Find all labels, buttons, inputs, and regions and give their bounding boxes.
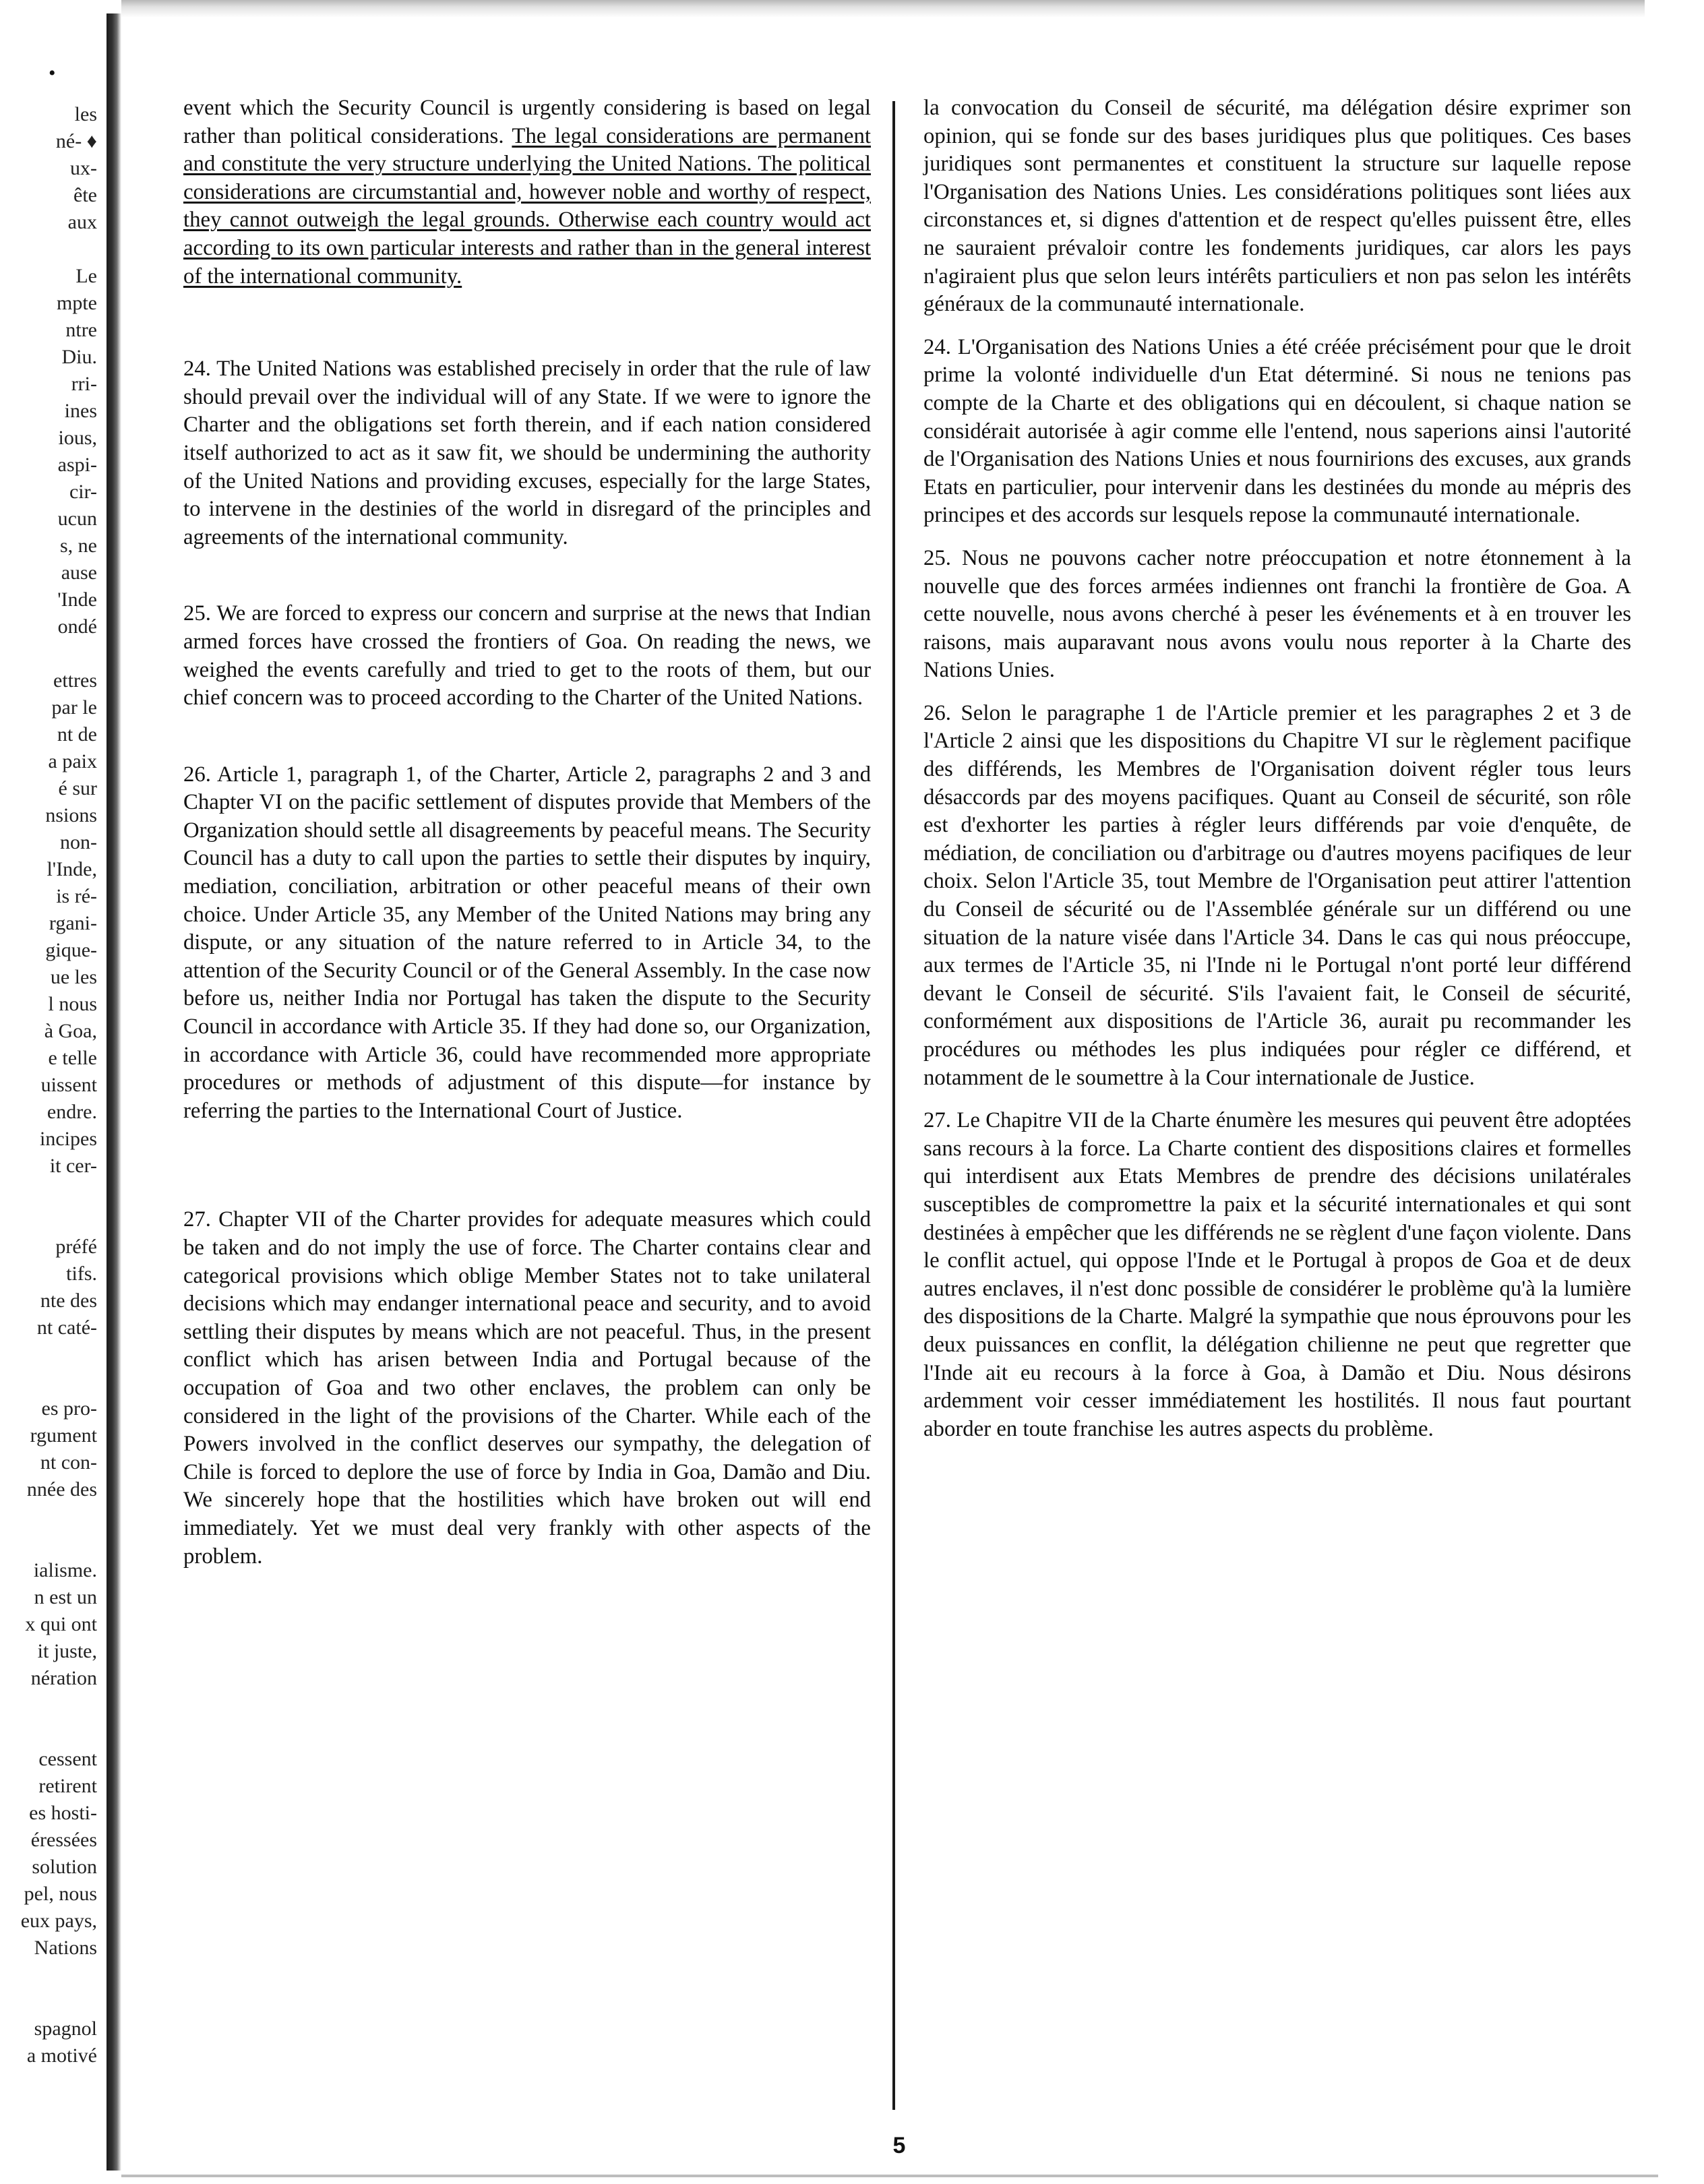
margin-gap bbox=[0, 1692, 101, 1719]
french-intro-paragraph: la convocation du Conseil de sécurité, ma délégation désire exprimer son opinion, qui se fonde sur des bases juridiques plus que politiques. Ces bases juridiques sont permanentes et constituent la structure sur laquelle repose l'Organisation des Nations Unies. Les considérations politiques sont liées aux circonstances et, si dignes d'attention et de respect qu'elles puissent être, elles ne sauraient prévaloir contre les fondements juridiques, car alors les pays n'agiraient plus que selon leurs intérêts particuliers et non pas selon les intérêts généraux de la communauté internationale. bbox=[923, 96, 1631, 317]
margin-fragment: mpte bbox=[57, 292, 97, 314]
margin-fragment: nt con- bbox=[40, 1451, 97, 1474]
margin-gap bbox=[0, 1207, 101, 1234]
margin-gap bbox=[0, 1719, 101, 1746]
margin-fragment: aux bbox=[67, 211, 97, 233]
margin-fragment: l nous bbox=[48, 993, 97, 1015]
margin-fragment: Nations bbox=[34, 1937, 97, 1959]
english-paragraph-25: 25. We are forced to express our concern and surprise at the news that Indian armed forces have crossed the frontiers of Goa. On reading the news, we weighed the events carefully and tried to get to the roots of them, but our chief concern was to proceed according to the Charter of the United Nations. bbox=[183, 601, 871, 710]
margin-fragment: préfé bbox=[55, 1236, 97, 1258]
english-intro-underlined-text: The legal considerations are permanent and constitute the very structure underlying the United Nations. The political considerations are circumstantial and, however noble and worthy of respect, they cannot outweigh the legal grounds. Otherwise each country would act according to its own particular interests and rather than in the general interest of the international community. bbox=[183, 123, 871, 289]
margin-fragment: rri- bbox=[71, 373, 97, 395]
margin-fragment: aspi- bbox=[57, 454, 97, 476]
margin-fragment: les bbox=[74, 103, 97, 125]
margin-fragment: nte des bbox=[40, 1290, 97, 1312]
margin-fragment: nsions bbox=[45, 804, 97, 826]
margin-fragment: nération bbox=[30, 1667, 97, 1689]
margin-fragment: 'Inde bbox=[57, 588, 97, 611]
margin-fragment: nt de bbox=[57, 723, 97, 746]
margin-fragment: Le bbox=[75, 265, 97, 287]
margin-fragment: es hosti- bbox=[29, 1802, 97, 1824]
margin-fragment: a paix bbox=[48, 750, 97, 772]
margin-fragment: ettres bbox=[53, 669, 97, 692]
french-paragraph-27: 27. Le Chapitre VII de la Charte énumère les mesures qui peuvent être adoptées sans recours à la force. La Charte contient des dispositions claires et formelles qui interdisent aux Etats Membres de prendre des décisions unilatérales susceptibles de compromettre la paix et la sécurité internationales et qui sont destinées à empêcher que les différends ne se règlent d'une façon violente. Dans le conflit actuel, qui oppose l'Inde et le Portugal à propos de Goa et de deux autres enclaves, il n'est donc possible de considérer le problème qu'à la lumière des dispositions de la Charte. Malgré la sympathie que nous éprouvons pour les deux puissances en conflit, la délégation chilienne ne peut que regretter que l'Inde ait eu recours à la force à Goa, à Damão et Diu. Nous désirons ardemment voir cesser immédiatement les hostilités. Il nous faut pourtant aborder en toute franchise les autres aspects du problème. bbox=[923, 1108, 1631, 1441]
margin-fragment: né- ♦ bbox=[55, 130, 97, 152]
margin-fragment: s, ne bbox=[60, 535, 97, 557]
margin-fragment: spagnol bbox=[34, 2018, 97, 2040]
margin-gap bbox=[0, 1962, 101, 1989]
margin-gap bbox=[0, 236, 101, 263]
margin-fragment: ious, bbox=[58, 427, 97, 449]
margin-fragment: it juste, bbox=[37, 1640, 97, 1662]
english-intro-text: event which the Security Council is urgently considering is based on legal rather than political considerations. bbox=[183, 96, 871, 148]
margin-fragment: is ré- bbox=[56, 885, 97, 907]
book-binding-shadow bbox=[106, 13, 121, 2171]
margin-fragment: e telle bbox=[48, 1047, 97, 1069]
margin-fragment: x qui ont bbox=[25, 1613, 97, 1635]
margin-fragment: par le bbox=[51, 696, 97, 719]
margin-fragment: Diu. bbox=[61, 346, 97, 368]
margin-gap bbox=[0, 1530, 101, 1557]
english-paragraph-27: 27. Chapter VII of the Charter provides for adequate measures which could be taken and do not imply the use of force. The Charter contains clear and categorical provisions which oblige Member States not to take unilateral decisions which may endanger international peace and security, and to avoid settling their disputes by means which are not peaceful. Thus, in the present conflict which has arisen between India and Portugal because of the occupation of Goa and two other enclaves, the problem can only be considered in the light of the provisions of the Charter. While each of the Powers involved in the conflict deserves our sympathy, the delegation of Chile is forced to deplore the use of force by India in Goa, Damão and Diu. We sincerely hope that the hostilities which have broken out will end immediately. Yet we must deal very frankly with other aspects of the problem. bbox=[183, 1207, 871, 1569]
margin-fragment: ucun bbox=[57, 508, 97, 530]
margin-fragment: incipes bbox=[40, 1128, 97, 1150]
margin-fragment: retirent bbox=[38, 1775, 97, 1797]
margin-fragment: nt caté- bbox=[36, 1316, 97, 1339]
margin-bullet-mark: • bbox=[49, 62, 56, 84]
margin-fragment: ines bbox=[64, 400, 97, 422]
margin-fragment: gique- bbox=[45, 939, 97, 961]
margin-fragment: ause bbox=[61, 562, 97, 584]
previous-page-margin-fragments bbox=[0, 101, 101, 2123]
margin-fragment: cessent bbox=[38, 1748, 97, 1770]
scan-edge-bottom bbox=[121, 2175, 1658, 2177]
margin-fragment: non- bbox=[60, 831, 97, 853]
margin-gap bbox=[0, 1341, 101, 1368]
margin-fragment: nnée des bbox=[26, 1478, 97, 1500]
margin-gap bbox=[0, 1989, 101, 2015]
margin-fragment: ux- bbox=[70, 157, 97, 179]
margin-fragment: ialisme. bbox=[33, 1559, 97, 1581]
margin-fragment: it cer- bbox=[49, 1155, 97, 1177]
french-paragraph-25: 25. Nous ne pouvons cacher notre préoccupation et notre étonnement à la nouvelle que des forces armées indiennes ont franchi la frontière de Goa. A cette nouvelle, nous avons cherché à peser les événements et à en trouver les raisons, mais auparavant nous avons voulu nous reporter à la Charte des Nations Unies. bbox=[923, 545, 1631, 683]
margin-fragment: ondé bbox=[57, 615, 97, 638]
english-paragraph-24: 24. The United Nations was established precisely in order that the rule of law should prevail over the individual will of any State. If we were to ignore the Charter and the obligations set forth therein, and if each nation considered itself authorized to act as it saw fit, we should be undermining the authority of the United Nations and providing excuses, especially for the large States, to intervene in the destinies of the world in disregard of the principles and agreements of the international community. bbox=[183, 357, 871, 549]
column-divider-rule bbox=[892, 101, 895, 2110]
margin-fragment: à Goa, bbox=[44, 1020, 97, 1042]
margin-fragment: solution bbox=[32, 1856, 97, 1878]
french-paragraph-24: 24. L'Organisation des Nations Unies a été créée précisément pour que le droit prime la volonté individuelle d'un Etat déterminé. Si nous ne tenions pas compte de la Charte et des obligations qui en découlent, si chaque nation se considérait autorisée à agir comme elle l'entend, nous saperions ainsi l'autorité de l'Organisation des Nations Unies et nous fournirions des excuses, aux grands Etats en particulier, pour intervenir dans les destinées du monde au mépris des principes et des accords sur lesquels repose la communauté internationale. bbox=[923, 334, 1631, 528]
english-intro-paragraph bbox=[183, 94, 871, 291]
margin-gap bbox=[0, 1180, 101, 1207]
margin-fragment: uissent bbox=[40, 1074, 97, 1096]
margin-fragment: endre. bbox=[47, 1101, 97, 1123]
margin-fragment: a motivé bbox=[26, 2044, 97, 2067]
margin-fragment: éressées bbox=[30, 1829, 97, 1851]
margin-fragment: rgani- bbox=[49, 912, 97, 934]
margin-fragment: eux pays, bbox=[20, 1910, 97, 1932]
scan-edge-top bbox=[121, 0, 1645, 18]
margin-fragment: pel, nous bbox=[24, 1883, 97, 1905]
margin-gap bbox=[0, 1503, 101, 1530]
margin-fragment: es pro- bbox=[41, 1397, 97, 1420]
french-paragraph-26: 26. Selon le paragraphe 1 de l'Article premier et les paragraphes 2 et 3 de l'Article 2 ainsi que les dispositions du Chapitre VI sur le règlement pacifique des différends, les Membres de l'Organisation doivent régler tous leurs désaccords par des moyens pacifiques. Quant au Conseil de sécurité, son rôle est d'exhorter les parties à régler leurs différends par voie d'enquête, de médiation, de conciliation ou d'arbitrage ou d'autres moyens pacifiques de leur choix. Selon l'Article 35, tout Membre de l'Organisation peut attirer l'attention du Conseil de sécurité ou de l'Assemblée générale sur un différend ou une situation de la nature visée dans l'Article 34. Dans le cas qui nous préoccupe, aux termes de l'Article 35, ni l'Inde ni le Portugal n'ont porté leur différend devant le Conseil de sécurité. S'ils l'avaient fait, le Conseil de sécurité, conformément aux dispositions de l'Article 36, aurait pu recommander les procédures ou méthodes les plus indiquées pour régler ce différend, et notamment de le soumettre à la Cour internationale de Justice. bbox=[923, 700, 1631, 1090]
margin-fragment: é sur bbox=[58, 777, 97, 799]
english-paragraph-26: 26. Article 1, paragraph 1, of the Charter, Article 2, paragraphs 2 and 3 and Chapter VI on the pacific settlement of disputes provide that Members of the Organization should settle all disagreements by peaceful means. The Security Council has a duty to call upon the parties to settle their disputes by inquiry, mediation, conciliation, arbitration or other peaceful means of their own choice. Under Article 35, any Member of the United Nations may bring any dispute, or any situation of the nature referred to in Article 34, to the attention of the Security Council or of the General Assembly. In the case now before us, neither India nor Portugal has taken the dispute to the Security Council in accordance with Article 35. If they had done so, our Organization, in accordance with Article 36, could have recommended more appropriate procedures or methods of adjustment of this dispute—for instance by referring the parties to the International Court of Justice. bbox=[183, 762, 871, 1123]
english-column bbox=[183, 94, 871, 1571]
margin-gap bbox=[0, 1368, 101, 1395]
margin-fragment: tifs. bbox=[66, 1263, 97, 1285]
page-number: 5 bbox=[892, 2133, 906, 2158]
french-column bbox=[923, 94, 1631, 1443]
margin-gap bbox=[0, 640, 101, 667]
margin-fragment: cir- bbox=[69, 481, 97, 503]
margin-fragment: rgument bbox=[30, 1424, 97, 1447]
margin-fragment: l'Inde, bbox=[47, 858, 97, 880]
margin-fragment: n est un bbox=[34, 1586, 97, 1608]
margin-fragment: ntre bbox=[65, 319, 97, 341]
margin-fragment: ue les bbox=[50, 966, 97, 988]
margin-fragment: ête bbox=[73, 184, 97, 206]
